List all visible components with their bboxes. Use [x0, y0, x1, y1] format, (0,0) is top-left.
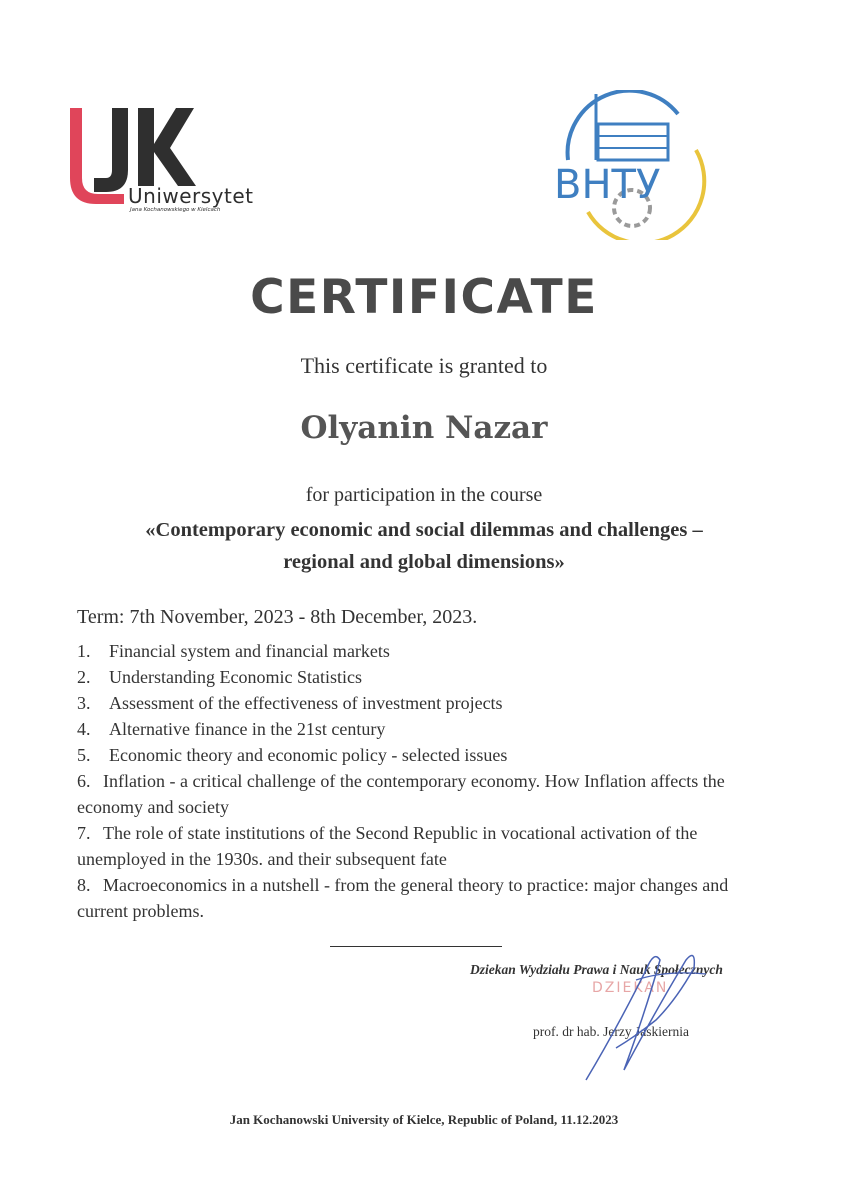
course-term: Term: 7th November, 2023 - 8th December, 2023.	[77, 606, 478, 628]
certificate-title: CERTIFICATE	[250, 270, 598, 325]
topic-item: 4. Alternative finance in the 21st century	[77, 719, 386, 739]
topic-item: 3. Assessment of the effectiveness of investment projects	[77, 693, 503, 713]
topic-item: 2. Understanding Economic Statistics	[77, 667, 362, 687]
vntu-mark: ВНТУ	[554, 162, 661, 208]
university-name: Uniwersytet	[128, 184, 254, 208]
dean-name: prof. dr hab. Jerzy Jaskiernia	[533, 1024, 689, 1039]
course-title-line-2: regional and global dimensions»	[283, 551, 565, 573]
footer-text: Jan Kochanowski University of Kielce, Republic of Poland, 11.12.2023	[229, 1112, 619, 1127]
topic-item: 5. Economic theory and economic policy - selected issues	[77, 745, 508, 765]
dean-stamp: DZIEKAN	[592, 980, 669, 996]
recipient-name: Olyanin Nazar	[300, 410, 548, 446]
vntu-logo	[548, 90, 716, 240]
topic-item: 8. Macroeconomics in a nutshell - from the general theory to practice: major changes and current problems.	[77, 875, 729, 921]
handwritten-signature	[576, 940, 726, 1085]
topics-list	[77, 638, 777, 924]
university-subtitle: Jana Kochanowskiego w Kielcach	[130, 207, 221, 213]
course-title-line-1: «Contemporary economic and social dilemmas and challenges –	[145, 519, 703, 541]
granted-line: This certificate is granted to	[300, 353, 548, 378]
participation-line: for participation in the course	[305, 484, 543, 506]
topic-item: 1. Financial system and financial markets	[77, 641, 390, 661]
signature-line	[330, 946, 502, 947]
topic-item: 6. Inflation - a critical challenge of the contemporary economy. How Inflation affects the economy and society	[77, 771, 725, 817]
topic-item: 7. The role of state institutions of the Second Republic in vocational activation of the unemployed in the 1930s. and their subsequent fate	[77, 823, 698, 869]
course-title	[70, 514, 778, 578]
dean-title: Dziekan Wydziału Prawa i Nauk Społecznych	[470, 962, 723, 977]
